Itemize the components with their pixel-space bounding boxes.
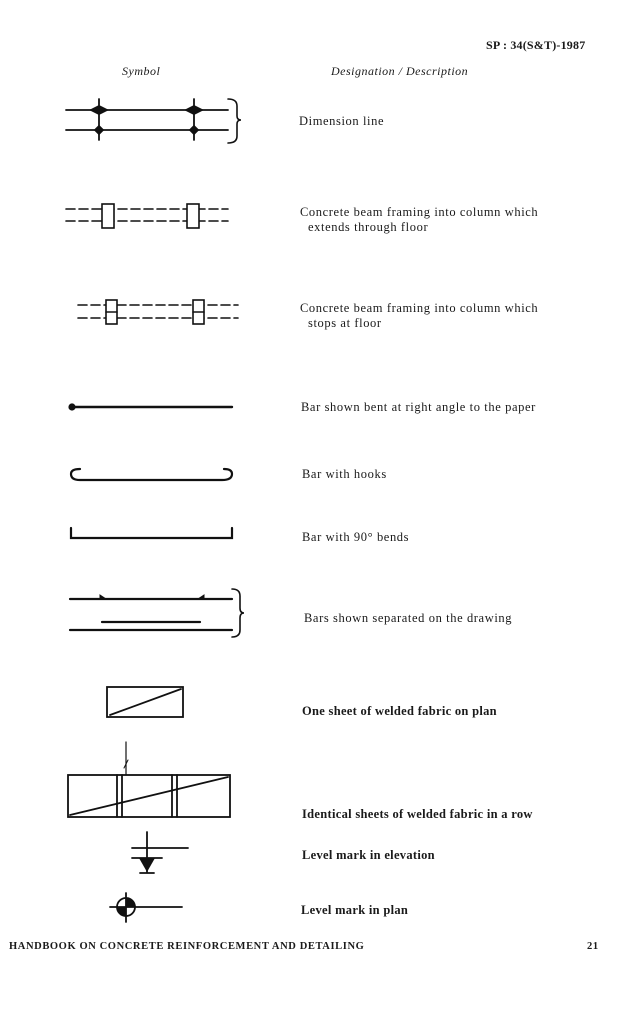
description-dimension-line bbox=[299, 114, 384, 129]
description-line: Level mark in elevation bbox=[302, 848, 435, 862]
dimension-line-symbol bbox=[66, 99, 241, 143]
column-header-description: Designation / Description bbox=[331, 64, 469, 78]
description-line: Concrete beam framing into column which bbox=[300, 301, 539, 315]
page-number: 21 bbox=[587, 941, 599, 952]
description-line: extends through floor bbox=[308, 220, 429, 234]
column-header-symbol: Symbol bbox=[122, 64, 161, 78]
description-beam-through-floor bbox=[300, 205, 538, 235]
description-line: Identical sheets of welded fabric in a row bbox=[302, 807, 533, 821]
description-line: Concrete beam framing into column which bbox=[300, 205, 539, 219]
description-line: Bar shown bent at right angle to the paper bbox=[301, 400, 536, 414]
description-welded-fabric-row bbox=[302, 807, 533, 822]
document-reference: SP : 34(S&T)-1987 bbox=[486, 38, 586, 52]
bar-90-bends-symbol bbox=[71, 528, 232, 538]
description-bar-90-bends bbox=[302, 530, 409, 545]
description-bar-bent bbox=[301, 400, 536, 415]
description-beam-stops-floor bbox=[300, 301, 538, 331]
welded-fabric-sheet-symbol bbox=[107, 687, 183, 717]
description-level-mark-plan bbox=[301, 903, 408, 918]
level-mark-elevation-symbol bbox=[132, 832, 188, 873]
level-mark-plan-symbol bbox=[110, 893, 182, 922]
description-bar-hooks bbox=[302, 467, 387, 482]
welded-fabric-row-symbol bbox=[68, 742, 230, 817]
bars-separated-symbol bbox=[70, 589, 244, 637]
description-line: stops at floor bbox=[308, 316, 382, 330]
beam-column-stops-floor-symbol bbox=[78, 300, 238, 324]
description-bars-separated bbox=[304, 611, 512, 626]
description-line: One sheet of welded fabric on plan bbox=[302, 704, 497, 718]
description-line: Dimension line bbox=[299, 114, 385, 128]
description-level-mark-elevation bbox=[302, 848, 435, 863]
description-line: Level mark in plan bbox=[301, 903, 409, 917]
description-welded-fabric-sheet bbox=[302, 704, 497, 719]
bar-with-hooks-symbol bbox=[71, 469, 232, 480]
description-line: Bar with 90° bends bbox=[302, 530, 410, 544]
beam-column-through-floor-symbol bbox=[66, 204, 228, 228]
description-line: Bar with hooks bbox=[302, 467, 387, 481]
description-line: Bars shown separated on the drawing bbox=[304, 611, 513, 625]
footer-title: HANDBOOK ON CONCRETE REINFORCEMENT AND DETAILING bbox=[9, 941, 365, 952]
bar-bent-right-angle-symbol bbox=[68, 403, 232, 410]
